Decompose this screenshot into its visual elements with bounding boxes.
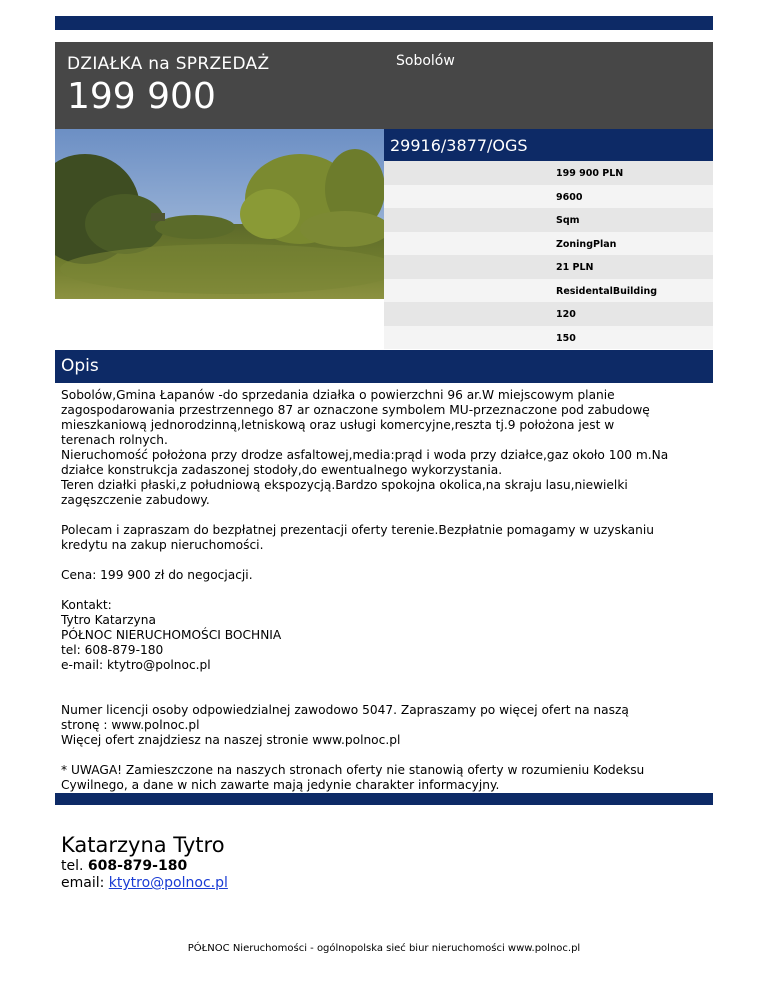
- description-line: Sobolów,Gmina Łapanów -do sprzedania działka o powierzchni 96 ar.W miejscowym planie: [61, 388, 615, 402]
- description-text: [61, 388, 711, 793]
- paragraph-gap: [61, 508, 711, 523]
- parameter-row: [384, 208, 713, 232]
- paragraph-gap: [61, 688, 711, 703]
- agent-phone-line: [61, 858, 228, 875]
- parameter-value: ZoningPlan: [556, 238, 617, 250]
- paragraph-gap: [61, 748, 711, 763]
- parameter-value: 9600: [556, 191, 583, 203]
- description-line: PÓŁNOC NIERUCHOMOŚCI BOCHNIA: [61, 628, 282, 642]
- description-line: zagęszczenie zabudowy.: [61, 493, 210, 507]
- parameter-label-cell: [384, 302, 548, 326]
- description-line: e-mail: ktytro@polnoc.pl: [61, 658, 211, 672]
- parameter-value: 150: [556, 332, 576, 344]
- paragraph-gap: [61, 553, 711, 568]
- parameter-row: [384, 326, 713, 350]
- listing-type: DZIAŁKA na SPRZEDAŻ: [67, 54, 270, 74]
- agent-phone[interactable]: 608-879-180: [87, 858, 188, 874]
- parameter-row: [384, 279, 713, 303]
- description-heading: Opis: [55, 350, 713, 383]
- description-line: Polecam i zapraszam do bezpłatnej prezentacji oferty terenie.Bezpłatnie pomagamy w uzyskaniu: [61, 523, 654, 537]
- parameter-label-cell: [384, 232, 548, 256]
- description-line: Tytro Katarzyna: [61, 613, 156, 627]
- agent-name: Katarzyna Tytro: [61, 833, 225, 857]
- parameter-value: ResidentalBuilding: [556, 285, 658, 297]
- parameter-row: [384, 185, 713, 209]
- parameter-value: 199 900 PLN: [556, 168, 624, 179]
- description-line: Numer licencji osoby odpowiedzialnej zawodowo 5047. Zapraszamy po więcej ofert na naszą: [61, 703, 629, 717]
- description-line: tel: 608-879-180: [61, 643, 164, 657]
- listing-price: 199 900: [67, 76, 216, 117]
- description-line: mieszkaniową jednorodzinną,letniskową oraz usługi komercyjne,reszta tj.9 położona jest w: [61, 418, 615, 432]
- email-label: email:: [61, 875, 105, 891]
- agent-email-link[interactable]: ktytro@polnoc.pl: [108, 875, 228, 891]
- description-line: * UWAGA! Zamieszczone na naszych stronach oferty nie stanowią oferty w rozumieniu Kodeksu: [61, 763, 645, 777]
- top-accent-bar: [55, 16, 713, 30]
- parameter-label-cell: [384, 326, 548, 350]
- phone-label: tel.: [61, 858, 84, 874]
- parameter-label-cell: [384, 161, 548, 185]
- parameter-value: 21 PLN: [556, 262, 594, 273]
- parameter-label-cell: [384, 279, 548, 303]
- description-line: działce konstrukcja zadaszonej stodoły,do ewentualnego wykorzystania.: [61, 463, 503, 477]
- property-photo: [55, 129, 384, 299]
- description-line: kredytu na zakup nieruchomości.: [61, 538, 264, 552]
- parameter-row: [384, 161, 713, 185]
- description-line: Cywilnego, a dane w nich zawarte mają jedynie charakter informacyjny.: [61, 778, 500, 792]
- parameters-table: [384, 161, 713, 349]
- parameter-row: [384, 255, 713, 279]
- agent-contact: [61, 832, 228, 892]
- description-line: Cena: 199 900 zł do negocjacji.: [61, 568, 253, 582]
- agent-email-line: [61, 875, 228, 892]
- description-line: stronę : www.polnoc.pl: [61, 718, 200, 732]
- footer-text: PÓŁNOC Nieruchomości - ogólnopolska sieć biur nieruchomości www.polnoc.pl: [187, 943, 581, 954]
- description-line: Nieruchomość położona przy drodze asfaltowej,media:prąd i woda przy działce,gaz około 100 m.Na: [61, 448, 669, 462]
- description-line: Kontakt:: [61, 598, 112, 612]
- paragraph-gap: [61, 583, 711, 598]
- listing-header: [55, 42, 713, 129]
- parameter-label-cell: [384, 185, 548, 209]
- parameter-row: [384, 302, 713, 326]
- description-line: terenach rolnych.: [61, 433, 168, 447]
- listing-location: Sobolów: [396, 53, 455, 69]
- paragraph-gap: [61, 673, 711, 688]
- parameter-label-cell: [384, 255, 548, 279]
- parameter-label-cell: [384, 208, 548, 232]
- description-line: zagospodarowania przestrzennego 87 ar oznaczone symbolem MU-przeznaczone pod zabudowę: [61, 403, 650, 417]
- description-line: Teren działki płaski,z południową ekspozycją.Bardzo spokojna okolica,na skraju lasu,niewielki: [61, 478, 628, 492]
- parameter-row: [384, 232, 713, 256]
- reference-number: 29916/3877/OGS: [384, 129, 713, 161]
- description-line: Więcej ofert znajdziesz na naszej stronie www.polnoc.pl: [61, 733, 401, 747]
- parameter-value: Sqm: [556, 215, 580, 226]
- parameter-value: 120: [556, 309, 576, 320]
- bottom-accent-bar: [55, 793, 713, 805]
